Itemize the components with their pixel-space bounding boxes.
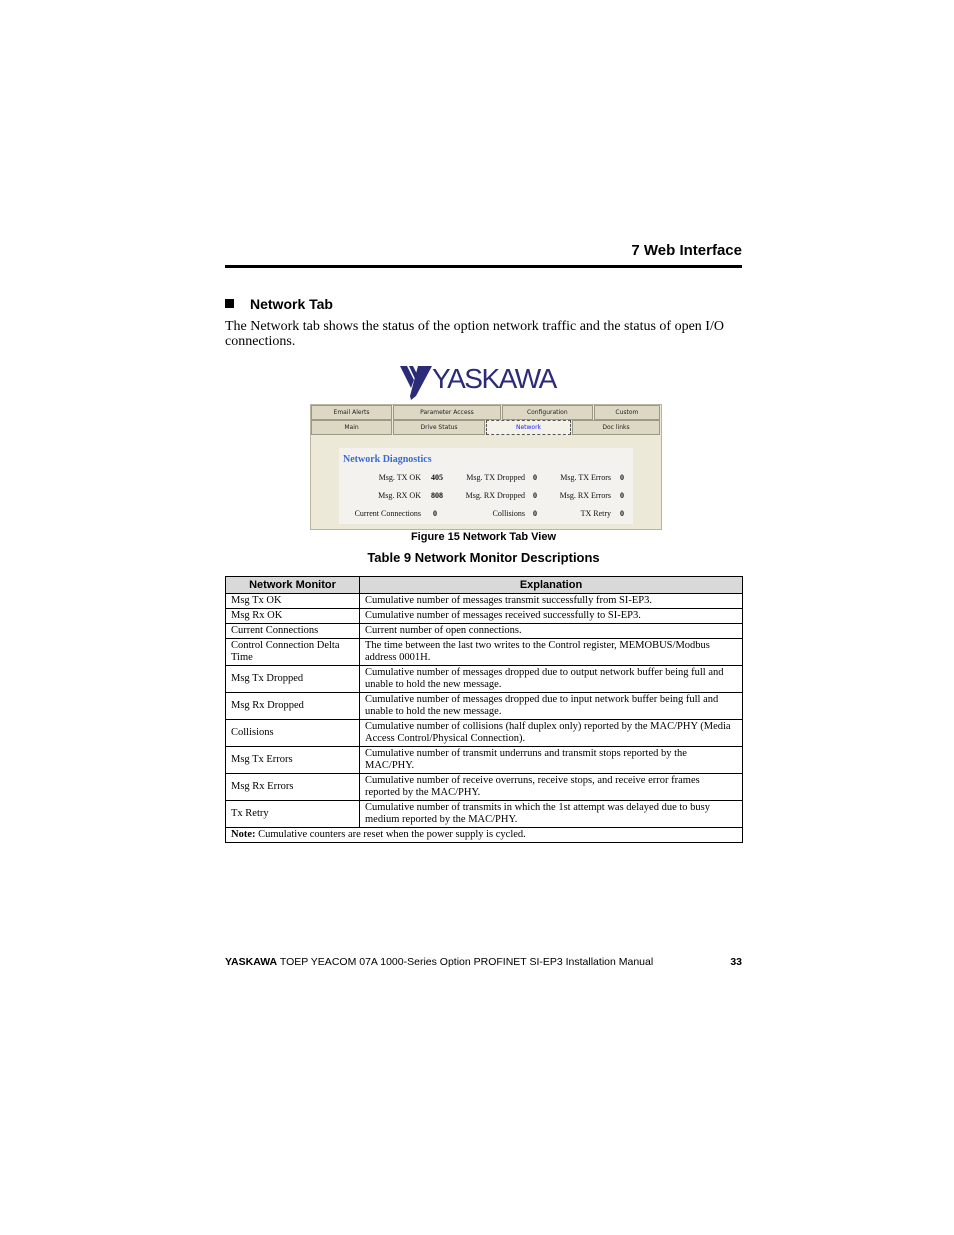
stat-value: 0 bbox=[533, 491, 537, 500]
table-note bbox=[226, 828, 743, 843]
tab-network[interactable]: Network bbox=[486, 420, 571, 435]
stat-value: 0 bbox=[533, 509, 537, 518]
stat-label: Msg. TX Errors bbox=[560, 473, 611, 482]
network-monitor-table bbox=[225, 576, 743, 843]
square-bullet-icon bbox=[225, 299, 234, 308]
section-title: Network Tab bbox=[250, 296, 333, 312]
stat-label: Msg. RX OK bbox=[378, 491, 421, 500]
tab-configuration[interactable]: Configuration bbox=[502, 405, 593, 420]
header-rule bbox=[225, 265, 742, 268]
monitor-cell: Control Connection Delta Time bbox=[226, 639, 360, 666]
table-row bbox=[226, 639, 743, 666]
chapter-title: 7 Web Interface bbox=[631, 242, 742, 259]
explanation-cell: Cumulative number of messages dropped due to output network buffer being full and unable to hold the new message. bbox=[360, 666, 743, 693]
table-row bbox=[226, 624, 743, 639]
tab-doc-links[interactable]: Doc links bbox=[572, 420, 660, 435]
stat-value: 0 bbox=[620, 473, 624, 482]
tab-email-alerts[interactable]: Email Alerts bbox=[311, 405, 392, 420]
intro-paragraph: The Network tab shows the status of the option network traffic and the status of open I/O connections. bbox=[225, 319, 724, 349]
note-text: Cumulative counters are reset when the power supply is cycled. bbox=[255, 829, 526, 840]
note-label: Note: bbox=[231, 829, 256, 840]
stat-value: 0 bbox=[433, 509, 437, 518]
stat-value: 0 bbox=[620, 491, 624, 500]
stat-label: Msg. TX OK bbox=[378, 473, 421, 482]
tab-drive-status[interactable]: Drive Status bbox=[393, 420, 485, 435]
logo-text: YASKAWA bbox=[432, 363, 556, 394]
panel-title: Network Diagnostics bbox=[343, 454, 432, 465]
network-diagnostics-panel bbox=[339, 448, 633, 524]
footer-brand: YASKAWA bbox=[225, 956, 278, 968]
yaskawa-logo-mark-icon bbox=[398, 362, 434, 400]
monitor-cell: Tx Retry bbox=[226, 801, 360, 828]
stat-label: Msg. RX Dropped bbox=[465, 491, 525, 500]
explanation-cell: The time between the last two writes to the Control register, MEMOBUS/Modbus address 0001H. bbox=[360, 639, 743, 666]
table-row bbox=[226, 693, 743, 720]
page-number: 33 bbox=[730, 956, 742, 968]
tab-row-bottom bbox=[311, 420, 661, 435]
table-row bbox=[226, 774, 743, 801]
table-row bbox=[226, 594, 743, 609]
section-heading bbox=[225, 296, 333, 312]
tab-main[interactable]: Main bbox=[311, 420, 392, 435]
table-row bbox=[226, 609, 743, 624]
stat-label: Current Connections bbox=[354, 509, 421, 518]
table-row bbox=[226, 666, 743, 693]
figure-caption: Figure 15 Network Tab View bbox=[410, 531, 557, 543]
stat-value: 0 bbox=[620, 509, 624, 518]
table-row bbox=[226, 801, 743, 828]
stat-value: 0 bbox=[533, 473, 537, 482]
explanation-cell: Cumulative number of messages dropped due to input network buffer being full and unable to hold the new message. bbox=[360, 693, 743, 720]
tab-row-top bbox=[311, 405, 661, 420]
network-tab-screenshot bbox=[310, 404, 662, 530]
table-title: Table 9 Network Monitor Descriptions bbox=[367, 550, 600, 565]
stat-label: Msg. RX Errors bbox=[559, 491, 611, 500]
table-row bbox=[226, 720, 743, 747]
explanation-cell: Cumulative number of transmit underruns and transmit stops reported by the MAC/PHY. bbox=[360, 747, 743, 774]
monitor-cell: Msg Tx Errors bbox=[226, 747, 360, 774]
explanation-cell: Current number of open connections. bbox=[360, 624, 743, 639]
explanation-cell: Cumulative number of transmits in which the 1st attempt was delayed due to busy medium reported by the MAC/PHY. bbox=[360, 801, 743, 828]
monitor-cell: Msg Rx OK bbox=[226, 609, 360, 624]
column-header-explanation: Explanation bbox=[360, 577, 743, 594]
stat-value: 808 bbox=[431, 491, 443, 500]
explanation-cell: Cumulative number of receive overruns, receive stops, and receive error frames reported by the MAC/PHY. bbox=[360, 774, 743, 801]
explanation-cell: Cumulative number of collisions (half duplex only) reported by the MAC/PHY (Media Access Control/Physical Connection). bbox=[360, 720, 743, 747]
table-note-row bbox=[226, 828, 743, 843]
tab-custom[interactable]: Custom bbox=[594, 405, 660, 420]
footer-document-title bbox=[225, 956, 653, 968]
yaskawa-logo bbox=[398, 362, 578, 400]
monitor-cell: Msg Tx OK bbox=[226, 594, 360, 609]
monitor-cell: Collisions bbox=[226, 720, 360, 747]
column-header-monitor: Network Monitor bbox=[226, 577, 360, 594]
footer-doc: TOEP YEACOM 07A 1000-Series Option PROFINET SI-EP3 Installation Manual bbox=[277, 956, 654, 968]
table-row bbox=[226, 747, 743, 774]
stat-label: TX Retry bbox=[580, 509, 611, 518]
stat-label: Msg. TX Dropped bbox=[466, 473, 525, 482]
stat-value: 405 bbox=[431, 473, 443, 482]
table-header-row bbox=[226, 577, 743, 594]
monitor-cell: Msg Rx Errors bbox=[226, 774, 360, 801]
monitor-cell: Current Connections bbox=[226, 624, 360, 639]
explanation-cell: Cumulative number of messages transmit successfully from SI-EP3. bbox=[360, 594, 743, 609]
stat-label: Collisions bbox=[492, 509, 525, 518]
tab-parameter-access[interactable]: Parameter Access bbox=[393, 405, 501, 420]
monitor-cell: Msg Tx Dropped bbox=[226, 666, 360, 693]
monitor-cell: Msg Rx Dropped bbox=[226, 693, 360, 720]
explanation-cell: Cumulative number of messages received successfully to SI-EP3. bbox=[360, 609, 743, 624]
